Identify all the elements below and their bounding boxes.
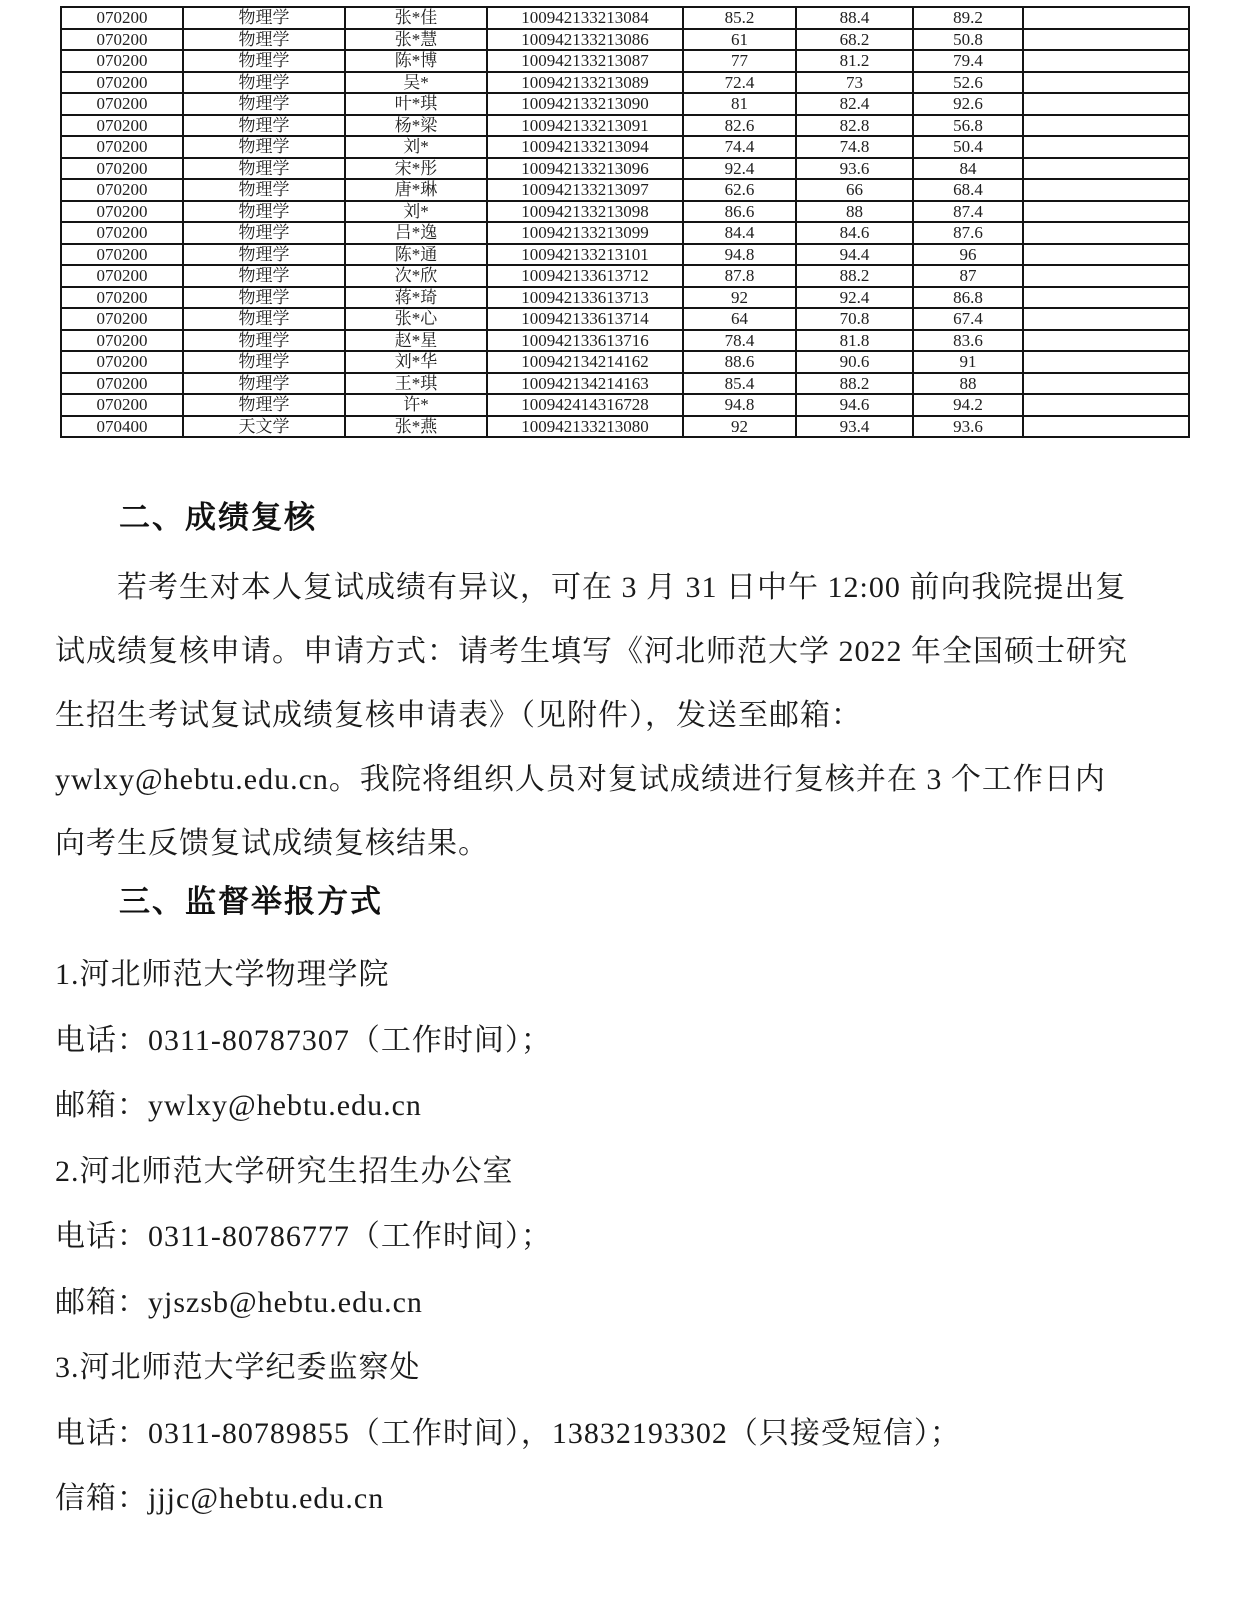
cell-score-3: 86.8: [913, 287, 1023, 309]
cell-major-code: 070200: [61, 136, 183, 158]
table-row: [61, 50, 1189, 72]
cell-major-name: 物理学: [183, 72, 345, 94]
cell-score-3: 67.4: [913, 308, 1023, 330]
cell-major-code: 070200: [61, 29, 183, 51]
cell-score-3: 79.4: [913, 50, 1023, 72]
cell-candidate-id: 100942133213097: [487, 179, 683, 201]
cell-note: [1023, 222, 1189, 244]
cell-score-3: 87.4: [913, 201, 1023, 223]
cell-major-code: 070200: [61, 201, 183, 223]
cell-score-2: 92.4: [796, 287, 913, 309]
table-row: [61, 29, 1189, 51]
cell-note: [1023, 287, 1189, 309]
cell-score-1: 81: [683, 93, 796, 115]
cell-score-1: 62.6: [683, 179, 796, 201]
cell-candidate-id: 100942133213089: [487, 72, 683, 94]
cell-score-1: 85.4: [683, 373, 796, 395]
cell-candidate-name: 赵*星: [345, 330, 487, 352]
contact-list: [55, 942, 1200, 1532]
cell-score-1: 85.2: [683, 7, 796, 29]
cell-score-3: 87: [913, 265, 1023, 287]
cell-major-name: 物理学: [183, 394, 345, 416]
cell-major-code: 070200: [61, 244, 183, 266]
cell-score-1: 92: [683, 287, 796, 309]
cell-major-name: 物理学: [183, 287, 345, 309]
cell-note: [1023, 265, 1189, 287]
scores-table: [60, 6, 1190, 438]
cell-candidate-id: 100942133213096: [487, 158, 683, 180]
cell-note: [1023, 136, 1189, 158]
cell-major-name: 物理学: [183, 29, 345, 51]
paragraph-line: 向考生反馈复试成绩复核结果。: [55, 827, 489, 860]
cell-candidate-id: 100942133213101: [487, 244, 683, 266]
cell-major-code: 070200: [61, 351, 183, 373]
contact-line: 信箱：jjjc@hebtu.edu.cn: [55, 1482, 385, 1515]
paragraph-line: 生招生考试复试成绩复核申请表》（见附件），发送至邮箱：: [55, 699, 862, 732]
cell-score-1: 72.4: [683, 72, 796, 94]
table-row: [61, 244, 1189, 266]
cell-major-code: 070200: [61, 222, 183, 244]
cell-major-code: 070400: [61, 416, 183, 438]
paragraph-line: ywlxy@hebtu.edu.cn。我院将组织人员对复试成绩进行复核并在 3 个工作日内: [55, 763, 1106, 796]
cell-score-3: 88: [913, 373, 1023, 395]
cell-major-name: 物理学: [183, 330, 345, 352]
cell-note: [1023, 416, 1189, 438]
cell-score-2: 81.2: [796, 50, 913, 72]
cell-score-1: 92.4: [683, 158, 796, 180]
cell-note: [1023, 93, 1189, 115]
cell-note: [1023, 179, 1189, 201]
cell-major-name: 物理学: [183, 115, 345, 137]
cell-score-2: 70.8: [796, 308, 913, 330]
cell-candidate-name: 刘*: [345, 136, 487, 158]
cell-score-2: 90.6: [796, 351, 913, 373]
contact-line: 3.河北师范大学纪委监察处: [55, 1351, 421, 1384]
cell-note: [1023, 244, 1189, 266]
cell-score-2: 88.4: [796, 7, 913, 29]
cell-score-3: 94.2: [913, 394, 1023, 416]
cell-score-1: 94.8: [683, 394, 796, 416]
cell-candidate-name: 张*佳: [345, 7, 487, 29]
table-row: [61, 179, 1189, 201]
cell-score-2: 84.6: [796, 222, 913, 244]
cell-candidate-name: 刘*华: [345, 351, 487, 373]
cell-score-2: 82.4: [796, 93, 913, 115]
cell-score-3: 96: [913, 244, 1023, 266]
cell-candidate-id: 100942133613716: [487, 330, 683, 352]
cell-score-2: 88.2: [796, 373, 913, 395]
cell-major-name: 物理学: [183, 351, 345, 373]
cell-candidate-name: 叶*琪: [345, 93, 487, 115]
cell-note: [1023, 158, 1189, 180]
cell-score-1: 84.4: [683, 222, 796, 244]
cell-major-code: 070200: [61, 93, 183, 115]
cell-major-name: 物理学: [183, 136, 345, 158]
cell-note: [1023, 351, 1189, 373]
cell-candidate-name: 宋*彤: [345, 158, 487, 180]
cell-note: [1023, 330, 1189, 352]
contact-line: 2.河北师范大学研究生招生办公室: [55, 1154, 514, 1188]
cell-score-2: 94.6: [796, 394, 913, 416]
cell-score-1: 74.4: [683, 136, 796, 158]
cell-note: [1023, 373, 1189, 395]
cell-score-2: 68.2: [796, 29, 913, 51]
cell-note: [1023, 72, 1189, 94]
cell-major-code: 070200: [61, 179, 183, 201]
section-heading-score-review: 二、成绩复核: [119, 500, 317, 535]
cell-major-name: 物理学: [183, 179, 345, 201]
cell-candidate-id: 100942134214163: [487, 373, 683, 395]
cell-score-2: 73: [796, 72, 913, 94]
cell-major-name: 物理学: [183, 93, 345, 115]
cell-note: [1023, 394, 1189, 416]
cell-candidate-id: 100942133613713: [487, 287, 683, 309]
contact-line: 邮箱：yjszsb@hebtu.edu.cn: [55, 1285, 423, 1319]
cell-major-name: 物理学: [183, 308, 345, 330]
contact-line: 1.河北师范大学物理学院: [55, 958, 390, 991]
score-review-paragraph: [55, 556, 1200, 876]
cell-candidate-id: 100942134214162: [487, 351, 683, 373]
table-row: [61, 351, 1189, 373]
cell-note: [1023, 115, 1189, 137]
cell-candidate-name: 蒋*琦: [345, 287, 487, 309]
table-row: [61, 308, 1189, 330]
cell-major-name: 物理学: [183, 265, 345, 287]
cell-score-3: 68.4: [913, 179, 1023, 201]
cell-score-3: 50.8: [913, 29, 1023, 51]
cell-major-code: 070200: [61, 115, 183, 137]
cell-candidate-name: 次*欣: [345, 265, 487, 287]
paragraph-line: 若考生对本人复试成绩有异议，可在 3 月 31 日中午 12:00 前向我院提出复: [117, 571, 1127, 604]
cell-score-3: 91: [913, 351, 1023, 373]
cell-candidate-name: 吴*: [345, 72, 487, 94]
cell-score-3: 56.8: [913, 115, 1023, 137]
cell-candidate-id: 100942133213094: [487, 136, 683, 158]
cell-score-2: 93.4: [796, 416, 913, 438]
cell-candidate-name: 张*燕: [345, 416, 487, 438]
cell-candidate-id: 100942133213090: [487, 93, 683, 115]
cell-note: [1023, 308, 1189, 330]
cell-score-2: 93.6: [796, 158, 913, 180]
section-heading-supervision-report: 三、监督举报方式: [119, 884, 383, 919]
table-row: [61, 394, 1189, 416]
table-row: [61, 287, 1189, 309]
cell-candidate-id: 100942133213087: [487, 50, 683, 72]
cell-score-1: 77: [683, 50, 796, 72]
cell-candidate-name: 吕*逸: [345, 222, 487, 244]
table-row: [61, 373, 1189, 395]
cell-candidate-id: 100942133613714: [487, 308, 683, 330]
cell-major-name: 物理学: [183, 222, 345, 244]
cell-candidate-id: 100942133213091: [487, 115, 683, 137]
cell-major-code: 070200: [61, 394, 183, 416]
table-row: [61, 136, 1189, 158]
cell-candidate-id: 100942133213098: [487, 201, 683, 223]
cell-score-3: 50.4: [913, 136, 1023, 158]
table-row: [61, 330, 1189, 352]
cell-candidate-id: 100942133213080: [487, 416, 683, 438]
cell-score-2: 88.2: [796, 265, 913, 287]
cell-note: [1023, 7, 1189, 29]
cell-major-name: 物理学: [183, 158, 345, 180]
cell-score-2: 66: [796, 179, 913, 201]
contact-line: 电话：0311-80789855（工作时间），13832193302（只接受短信）；: [55, 1416, 961, 1450]
cell-note: [1023, 201, 1189, 223]
cell-candidate-name: 刘*: [345, 201, 487, 223]
cell-score-1: 94.8: [683, 244, 796, 266]
cell-candidate-id: 100942133613712: [487, 265, 683, 287]
cell-score-1: 64: [683, 308, 796, 330]
table-row: [61, 265, 1189, 287]
cell-score-3: 93.6: [913, 416, 1023, 438]
cell-candidate-id: 100942414316728: [487, 394, 683, 416]
cell-score-2: 94.4: [796, 244, 913, 266]
table-row: [61, 201, 1189, 223]
cell-major-name: 物理学: [183, 244, 345, 266]
cell-major-code: 070200: [61, 287, 183, 309]
cell-candidate-name: 陈*通: [345, 244, 487, 266]
cell-score-3: 52.6: [913, 72, 1023, 94]
contact-line: 电话：0311-80786777（工作时间）；: [55, 1220, 552, 1253]
table-row: [61, 93, 1189, 115]
cell-candidate-id: 100942133213084: [487, 7, 683, 29]
cell-score-3: 89.2: [913, 7, 1023, 29]
cell-major-code: 070200: [61, 308, 183, 330]
cell-score-1: 88.6: [683, 351, 796, 373]
cell-score-2: 82.8: [796, 115, 913, 137]
cell-score-2: 88: [796, 201, 913, 223]
cell-major-code: 070200: [61, 50, 183, 72]
cell-major-code: 070200: [61, 265, 183, 287]
cell-score-3: 87.6: [913, 222, 1023, 244]
cell-score-1: 82.6: [683, 115, 796, 137]
table-row: [61, 158, 1189, 180]
cell-major-name: 物理学: [183, 373, 345, 395]
cell-score-2: 74.8: [796, 136, 913, 158]
cell-major-code: 070200: [61, 373, 183, 395]
cell-score-3: 83.6: [913, 330, 1023, 352]
cell-score-1: 61: [683, 29, 796, 51]
cell-score-3: 92.6: [913, 93, 1023, 115]
cell-candidate-name: 杨*梁: [345, 115, 487, 137]
cell-score-1: 86.6: [683, 201, 796, 223]
cell-score-1: 78.4: [683, 330, 796, 352]
scores-table-body: [61, 7, 1189, 437]
table-row: [61, 72, 1189, 94]
cell-note: [1023, 50, 1189, 72]
cell-major-name: 天文学: [183, 416, 345, 438]
cell-major-code: 070200: [61, 330, 183, 352]
table-row: [61, 7, 1189, 29]
cell-score-1: 92: [683, 416, 796, 438]
table-row: [61, 115, 1189, 137]
cell-candidate-name: 许*: [345, 394, 487, 416]
cell-major-name: 物理学: [183, 201, 345, 223]
cell-candidate-name: 张*心: [345, 308, 487, 330]
cell-candidate-name: 陈*博: [345, 50, 487, 72]
cell-score-1: 87.8: [683, 265, 796, 287]
cell-candidate-id: 100942133213099: [487, 222, 683, 244]
cell-candidate-name: 唐*琳: [345, 179, 487, 201]
contact-line: 邮箱：ywlxy@hebtu.edu.cn: [55, 1089, 422, 1122]
cell-major-code: 070200: [61, 7, 183, 29]
cell-major-code: 070200: [61, 72, 183, 94]
cell-candidate-name: 王*琪: [345, 373, 487, 395]
cell-major-name: 物理学: [183, 50, 345, 72]
cell-major-name: 物理学: [183, 7, 345, 29]
table-row: [61, 222, 1189, 244]
cell-candidate-name: 张*慧: [345, 29, 487, 51]
cell-note: [1023, 29, 1189, 51]
cell-score-3: 84: [913, 158, 1023, 180]
contact-line: 电话：0311-80787307（工作时间）；: [55, 1023, 552, 1057]
paragraph-line: 试成绩复核申请。申请方式：请考生填写《河北师范大学 2022 年全国硕士研究: [55, 635, 1128, 668]
cell-major-code: 070200: [61, 158, 183, 180]
table-row: [61, 416, 1189, 438]
cell-score-2: 81.8: [796, 330, 913, 352]
cell-candidate-id: 100942133213086: [487, 29, 683, 51]
